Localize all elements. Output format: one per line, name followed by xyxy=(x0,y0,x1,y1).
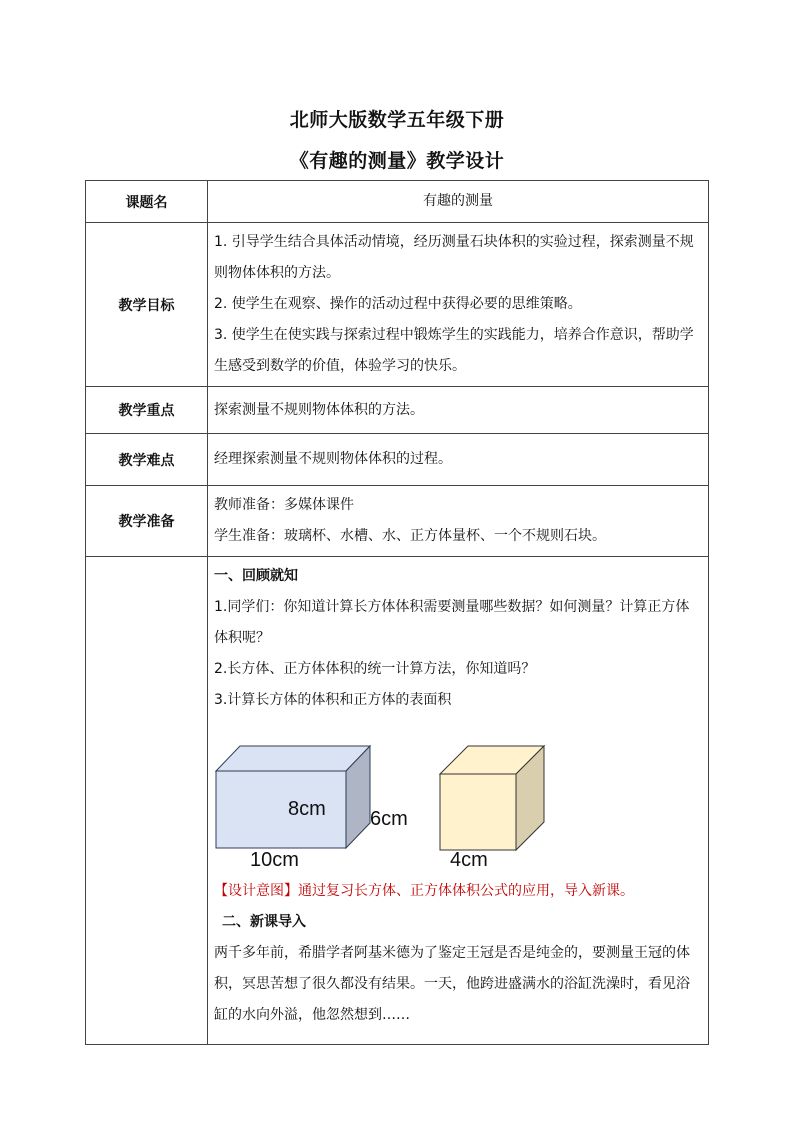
design-intent-label: 【设计意图】 xyxy=(214,883,298,899)
design-intent-text: 通过复习长方体、正方体体积公式的应用，导入新课。 xyxy=(298,883,634,899)
value-difficulty: 经理探索测量不规则物体体积的过程。 xyxy=(208,434,709,486)
row-prep xyxy=(86,486,709,557)
teacher-prep: 教师准备：多媒体课件 xyxy=(214,497,354,513)
row-key xyxy=(86,387,709,434)
cuboid-depth-label: 6cm xyxy=(370,808,408,830)
value-process xyxy=(208,557,709,1045)
section-intro-heading: 二、新课导入 xyxy=(222,914,306,930)
row-goals xyxy=(86,223,709,387)
review-question: 3.计算长方体的体积和正方体的表面积 xyxy=(214,692,452,708)
review-question: 2.长方体、正方体体积的统一计算方法，你知道吗？ xyxy=(214,661,536,677)
lesson-plan-table xyxy=(85,180,709,1045)
goal-item: 2. 使学生在观察、操作的活动过程中获得必要的思维策略。 xyxy=(214,296,582,312)
label-topic: 课题名 xyxy=(86,181,208,223)
intro-story: 两千多年前，希腊学者阿基米德为了鉴定王冠是否是纯金的，要测量王冠的体积，冥思苦想了很久都没有结果。一天，他跨进盛满水的浴缸洗澡时，看见浴缸的水向外溢，他忽然想到…… xyxy=(214,945,690,1023)
design-intent xyxy=(214,876,702,907)
cuboid-front-face xyxy=(216,771,346,848)
cube-front-face xyxy=(440,774,516,850)
value-topic: 有趣的测量 xyxy=(208,181,709,223)
value-key: 探索测量不规则物体体积的方法。 xyxy=(208,387,709,434)
label-difficulty: 教学难点 xyxy=(86,434,208,486)
goal-item: 1. 引导学生结合具体活动情境，经历测量石块体积的实验过程，探索测量不规则物体体积的方法。 xyxy=(214,234,694,281)
row-difficulty xyxy=(86,434,709,486)
goal-item: 3. 使学生在使实践与探索过程中锻炼学生的实践能力，培养合作意识，帮助学生感受到数学的价值，体验学习的快乐。 xyxy=(214,327,694,374)
label-key: 教学重点 xyxy=(86,387,208,434)
label-process xyxy=(86,557,208,1045)
row-process xyxy=(86,557,709,1045)
review-question: 1.同学们：你知道计算长方体体积需要测量哪些数据？如何测量？计算正方体体积呢？ xyxy=(214,599,690,646)
section-review-heading: 一、回顾就知 xyxy=(214,568,298,584)
doc-subtitle: 《有趣的测量》教学设计 xyxy=(289,150,505,172)
cuboid-length-label: 10cm xyxy=(250,849,299,871)
cuboid-top-face xyxy=(216,746,370,771)
label-goals: 教学目标 xyxy=(86,223,208,387)
student-prep: 学生准备：玻璃杯、水槽、水、正方体量杯、一个不规则石块。 xyxy=(214,528,606,544)
cuboid-height-label: 8cm xyxy=(288,798,326,820)
value-prep xyxy=(208,486,709,557)
cube-edge-label: 4cm xyxy=(450,849,488,871)
value-goals xyxy=(208,223,709,387)
label-prep: 教学准备 xyxy=(86,486,208,557)
doc-title: 北师大版数学五年级下册 xyxy=(289,109,505,131)
solids-figure xyxy=(214,716,702,876)
row-topic xyxy=(86,181,709,223)
